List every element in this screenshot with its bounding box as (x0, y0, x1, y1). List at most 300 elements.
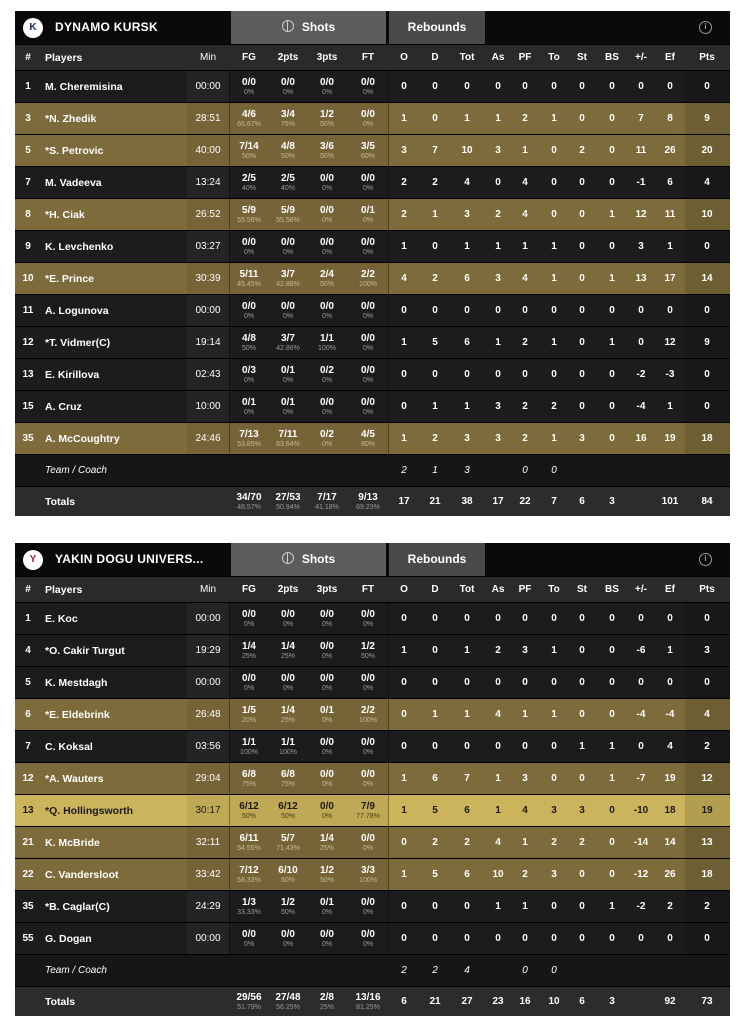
player-to: 0 (551, 209, 557, 220)
player-to: 3 (551, 869, 557, 880)
player-p2 (268, 635, 308, 666)
column-header-fg[interactable]: FG (242, 52, 256, 63)
totals-p2-made: 27/53 (275, 491, 301, 503)
player-st: 0 (579, 677, 585, 688)
column-header-p3[interactable]: 3pts (316, 52, 338, 63)
player-name[interactable]: M. Vadeeva (45, 176, 102, 189)
totals-d: 21 (429, 496, 441, 507)
player-name[interactable]: *E. Eldebrink (45, 708, 110, 721)
tab-shots[interactable] (231, 543, 386, 576)
player-name[interactable]: *A. Wauters (45, 772, 104, 785)
player-st: 3 (579, 805, 585, 816)
player-o: 1 (401, 433, 407, 444)
player-ft-pct: 0% (362, 376, 374, 384)
player-to: 1 (551, 709, 557, 720)
player-o: 2 (401, 177, 407, 188)
player-row[interactable] (15, 358, 730, 390)
column-header-p2[interactable]: 2pts (277, 584, 299, 595)
player-p3-pct: 0% (321, 184, 333, 192)
player-pm: 16 (635, 433, 647, 444)
player-tot: 0 (464, 933, 470, 944)
totals-ft (348, 987, 388, 1016)
totals-ft-pct: 81.25% (356, 1003, 380, 1011)
player-d: 1 (432, 709, 438, 720)
player-fg-pct: 0% (243, 376, 255, 384)
player-fg-pct: 50% (241, 344, 256, 352)
player-fg (228, 891, 270, 922)
player-ef: 8 (667, 113, 673, 124)
player-p2-made: 0/1 (281, 396, 295, 408)
column-header-p3[interactable]: 3pts (316, 584, 338, 595)
column-header-ef[interactable]: Ef (665, 52, 675, 63)
player-p2-made: 6/8 (281, 768, 295, 780)
player-p3 (308, 359, 346, 390)
player-name[interactable]: *S. Petrovic (45, 144, 104, 157)
player-minutes: 30:39 (195, 273, 221, 284)
player-minutes: 13:24 (195, 177, 221, 188)
player-pf: 2 (522, 869, 528, 880)
totals-st: 6 (579, 496, 585, 507)
tab-rebounds[interactable]: Rebounds (389, 543, 485, 576)
player-fg-made: 0/0 (242, 300, 256, 312)
player-to: 0 (551, 81, 557, 92)
player-row[interactable] (15, 102, 730, 134)
player-ft-pct: 0% (362, 780, 374, 788)
player-ft-made: 0/0 (361, 396, 375, 408)
column-header-pf[interactable]: PF (518, 584, 532, 595)
player-row[interactable] (15, 634, 730, 666)
player-st: 0 (579, 773, 585, 784)
totals-to: 10 (548, 996, 560, 1007)
player-minutes: 00:00 (195, 933, 221, 944)
player-row[interactable] (15, 326, 730, 358)
player-ft (348, 359, 388, 390)
player-to: 0 (551, 773, 557, 784)
player-pf: 2 (522, 433, 528, 444)
player-as: 0 (495, 677, 501, 688)
player-row[interactable] (15, 134, 730, 166)
player-fg (228, 71, 270, 102)
column-header-as[interactable]: As (491, 52, 505, 63)
player-number: 9 (25, 241, 31, 252)
player-fg-pct: 25% (241, 652, 256, 660)
player-p3 (308, 423, 346, 454)
player-o: 0 (401, 709, 407, 720)
player-p3 (308, 859, 346, 890)
player-ef: 11 (664, 209, 676, 220)
totals-fg-pct: 51.79% (237, 1003, 261, 1011)
tab-rebounds[interactable]: Rebounds (389, 11, 485, 44)
player-p2-pct: 0% (282, 312, 294, 320)
player-ft-made: 2/2 (361, 268, 375, 280)
player-ft-made: 0/0 (361, 768, 375, 780)
player-p2-made: 7/11 (278, 428, 298, 440)
player-minutes: 00:00 (195, 305, 221, 316)
player-row[interactable] (15, 230, 730, 262)
player-to: 0 (551, 901, 557, 912)
player-ft-made: 7/9 (361, 800, 375, 812)
player-ft (348, 423, 388, 454)
player-name[interactable]: K. Mestdagh (45, 676, 108, 689)
player-p2-made: 0/0 (281, 300, 295, 312)
player-row[interactable] (15, 698, 730, 730)
player-p2-pct: 40% (280, 184, 295, 192)
column-header-ef[interactable]: Ef (665, 584, 675, 595)
player-fg-made: 0/0 (242, 76, 256, 88)
totals-fg-made: 29/56 (236, 991, 262, 1003)
player-bs: 1 (609, 901, 615, 912)
player-pm: -4 (636, 401, 646, 412)
player-st: 0 (579, 401, 585, 412)
player-p2 (268, 795, 308, 826)
player-name[interactable]: A. McCoughtry (45, 432, 120, 445)
player-minutes: 00:00 (195, 677, 221, 688)
player-row[interactable] (15, 826, 730, 858)
player-pm: 11 (635, 145, 647, 156)
column-header-st[interactable]: St (577, 584, 587, 595)
column-header-pm[interactable]: +/- (635, 52, 647, 63)
player-ef: -4 (665, 709, 675, 720)
player-as: 4 (495, 837, 501, 848)
player-number: 5 (25, 145, 31, 156)
player-fg-pct: 0% (243, 620, 255, 628)
player-pf: 0 (522, 305, 528, 316)
player-o: 0 (401, 741, 407, 752)
player-fg-made: 1/1 (242, 736, 256, 748)
player-p2-made: 1/2 (281, 896, 295, 908)
player-pm: 0 (638, 933, 644, 944)
player-row[interactable] (15, 730, 730, 762)
player-row[interactable] (15, 858, 730, 890)
player-row[interactable] (15, 70, 730, 102)
player-fg-pct: 0% (243, 408, 255, 416)
player-row[interactable] (15, 666, 730, 698)
column-header-to[interactable]: To (548, 52, 560, 63)
player-fg (228, 699, 270, 730)
column-header-d[interactable]: D (431, 52, 439, 63)
player-p2-made: 0/0 (281, 608, 295, 620)
player-pts: 2 (704, 741, 710, 752)
player-ft-pct: 0% (362, 908, 374, 916)
player-d: 0 (432, 113, 438, 124)
player-row[interactable] (15, 922, 730, 954)
player-p2-made: 0/0 (281, 76, 295, 88)
player-fg-pct: 0% (243, 312, 255, 320)
totals-tot: 27 (461, 996, 473, 1007)
player-name[interactable]: *Q. Hollingsworth (45, 804, 134, 817)
player-ef: -3 (665, 369, 675, 380)
player-p3-pct: 0% (321, 748, 333, 756)
player-minutes: 24:46 (195, 433, 221, 444)
player-fg (228, 635, 270, 666)
player-fg-made: 1/5 (242, 704, 256, 716)
column-header-min[interactable]: Min (199, 584, 217, 595)
player-number: 35 (22, 901, 34, 912)
column-header-to[interactable]: To (548, 584, 560, 595)
column-header-num[interactable]: # (25, 52, 31, 63)
column-header-as[interactable]: As (491, 584, 505, 595)
player-name[interactable]: E. Koc (45, 612, 78, 625)
player-bs: 0 (609, 869, 615, 880)
totals-bs: 3 (609, 996, 615, 1007)
player-row[interactable] (15, 390, 730, 422)
player-p3-pct: 50% (319, 120, 334, 128)
player-pm: 13 (635, 273, 647, 284)
player-st: 0 (579, 81, 585, 92)
player-p3-made: 0/0 (320, 300, 334, 312)
player-p2-pct: 55.56% (276, 216, 300, 224)
player-fg (228, 603, 270, 634)
player-tot: 1 (464, 709, 470, 720)
column-header-p2[interactable]: 2pts (277, 52, 299, 63)
player-name[interactable]: C. Koksal (45, 740, 93, 753)
player-row[interactable] (15, 602, 730, 634)
player-p3 (308, 295, 346, 326)
player-pts: 0 (704, 677, 710, 688)
column-header-tot[interactable]: Tot (459, 52, 475, 63)
column-header-pf[interactable]: PF (518, 52, 532, 63)
player-ft (348, 763, 388, 794)
totals-pts: 84 (701, 496, 713, 507)
player-row[interactable] (15, 762, 730, 794)
player-fg-made: 7/12 (239, 864, 259, 876)
player-st: 0 (579, 113, 585, 124)
column-header-bs[interactable]: BS (605, 52, 619, 63)
column-header-o[interactable]: O (400, 584, 408, 595)
player-name[interactable]: K. Levchenko (45, 240, 114, 253)
player-tot: 0 (464, 369, 470, 380)
player-number: 12 (22, 337, 34, 348)
totals-d: 21 (429, 996, 441, 1007)
player-minutes: 26:48 (195, 709, 221, 720)
player-number: 3 (25, 113, 31, 124)
player-row[interactable] (15, 294, 730, 326)
team-coach-label: Team / Coach (45, 965, 107, 976)
player-p2 (268, 827, 308, 858)
player-fg (228, 763, 270, 794)
player-name[interactable]: *H. Ciak (45, 208, 85, 221)
player-number: 13 (22, 369, 34, 380)
player-ft-made: 3/5 (361, 140, 375, 152)
player-to: 2 (551, 401, 557, 412)
coach-to: 0 (551, 465, 557, 476)
player-pts: 0 (704, 305, 710, 316)
player-row[interactable] (15, 422, 730, 454)
player-name[interactable]: *O. Cakir Turgut (45, 644, 125, 657)
player-p3-pct: 0% (321, 440, 333, 448)
player-tot: 0 (464, 613, 470, 624)
player-p2-pct: 0% (282, 88, 294, 96)
player-o: 0 (401, 81, 407, 92)
player-to: 0 (551, 145, 557, 156)
player-row[interactable] (15, 794, 730, 826)
column-header-st[interactable]: St (577, 52, 587, 63)
player-name[interactable]: A. Cruz (45, 400, 82, 413)
player-name[interactable]: G. Dogan (45, 932, 92, 945)
player-o: 1 (401, 869, 407, 880)
totals-pf: 22 (519, 496, 531, 507)
player-as: 0 (495, 305, 501, 316)
player-ft (348, 795, 388, 826)
player-minutes: 30:17 (195, 805, 221, 816)
player-o: 1 (401, 241, 407, 252)
player-name[interactable]: *E. Prince (45, 272, 95, 285)
player-number: 21 (22, 837, 34, 848)
player-pf: 1 (522, 837, 528, 848)
player-fg-pct: 0% (243, 248, 255, 256)
player-ft-made: 0/0 (361, 896, 375, 908)
player-bs: 0 (609, 305, 615, 316)
column-header-tot[interactable]: Tot (459, 584, 475, 595)
player-pts: 18 (701, 869, 713, 880)
player-p2-pct: 42.86% (276, 280, 300, 288)
player-name[interactable]: *N. Zhedik (45, 112, 97, 125)
player-p2-pct: 100% (279, 748, 297, 756)
team-panel-home (15, 11, 730, 516)
player-name[interactable]: *B. Caglar(C) (45, 900, 110, 913)
player-tot: 0 (464, 677, 470, 688)
totals-ef: 101 (661, 496, 679, 507)
player-number: 1 (25, 81, 31, 92)
player-o: 0 (401, 369, 407, 380)
player-fg-pct: 100% (240, 748, 258, 756)
column-header-min[interactable]: Min (199, 52, 217, 63)
player-pm: 3 (638, 241, 644, 252)
player-name[interactable]: C. Vandersloot (45, 868, 119, 881)
player-ft-pct: 0% (362, 216, 374, 224)
player-bs: 1 (609, 773, 615, 784)
player-ft-pct: 100% (359, 716, 377, 724)
team-name: DYNAMO KURSK (55, 20, 158, 34)
player-p3 (308, 827, 346, 858)
player-pf: 0 (522, 81, 528, 92)
player-p2-made: 3/4 (281, 108, 295, 120)
player-p3 (308, 263, 346, 294)
column-header-players[interactable]: Players (45, 51, 83, 64)
player-row[interactable] (15, 890, 730, 922)
player-ef: 0 (667, 613, 673, 624)
player-pts: 0 (704, 81, 710, 92)
player-fg-made: 7/14 (239, 140, 259, 152)
player-ft-pct: 0% (362, 748, 374, 756)
totals-p3-made: 7/17 (317, 491, 337, 503)
player-row[interactable] (15, 198, 730, 230)
player-name[interactable]: *T. Vidmer(C) (45, 336, 111, 349)
player-p3-made: 1/1 (320, 332, 334, 344)
column-header-bs[interactable]: BS (605, 584, 619, 595)
column-header-ft[interactable]: FT (361, 52, 375, 63)
totals-fg (228, 487, 270, 516)
column-header-pts[interactable]: Pts (699, 52, 715, 63)
column-header-num[interactable]: # (25, 584, 31, 595)
player-tot: 1 (464, 401, 470, 412)
player-p3-made: 0/0 (320, 768, 334, 780)
player-p2-pct: 0% (282, 620, 294, 628)
player-as: 10 (492, 869, 504, 880)
player-fg (228, 923, 270, 954)
column-header-d[interactable]: D (431, 584, 439, 595)
player-p2-made: 0/0 (281, 236, 295, 248)
player-o: 0 (401, 677, 407, 688)
player-name[interactable]: K. McBride (45, 836, 100, 849)
player-fg-made: 0/0 (242, 236, 256, 248)
player-p2-pct: 0% (282, 940, 294, 948)
player-ft-pct: 100% (359, 280, 377, 288)
player-p3-made: 0/1 (320, 896, 334, 908)
player-fg (228, 359, 270, 390)
info-icon[interactable]: i (699, 553, 712, 566)
player-o: 0 (401, 901, 407, 912)
player-p3-pct: 0% (321, 940, 333, 948)
player-pm: 0 (638, 81, 644, 92)
player-fg (228, 327, 270, 358)
player-name[interactable]: E. Kirillova (45, 368, 100, 381)
player-number: 7 (25, 741, 31, 752)
player-pf: 0 (522, 741, 528, 752)
column-header-pm[interactable]: +/- (635, 584, 647, 595)
column-header-ft[interactable]: FT (361, 584, 375, 595)
player-pts: 0 (704, 241, 710, 252)
player-ft-made: 0/1 (361, 204, 375, 216)
player-pts: 14 (701, 273, 713, 284)
player-minutes: 03:56 (195, 741, 221, 752)
player-row[interactable] (15, 166, 730, 198)
player-as: 1 (495, 773, 501, 784)
player-o: 1 (401, 805, 407, 816)
player-p2-pct: 50% (280, 908, 295, 916)
player-p2-made: 5/9 (281, 204, 295, 216)
player-pm: -4 (636, 709, 646, 720)
column-header-o[interactable]: O (400, 52, 408, 63)
column-header-pts[interactable]: Pts (699, 584, 715, 595)
player-as: 2 (495, 645, 501, 656)
player-as: 3 (495, 433, 501, 444)
player-ft-made: 0/0 (361, 108, 375, 120)
player-st: 2 (579, 837, 585, 848)
player-p3 (308, 231, 346, 262)
player-number: 8 (25, 209, 31, 220)
player-ft-made: 1/2 (361, 640, 375, 652)
totals-ft (348, 487, 388, 516)
player-as: 0 (495, 177, 501, 188)
player-pm: 7 (638, 113, 644, 124)
info-icon[interactable]: i (699, 21, 712, 34)
player-p3-made: 1/4 (320, 832, 334, 844)
totals-pts: 73 (701, 996, 713, 1007)
player-st: 0 (579, 613, 585, 624)
player-name[interactable]: A. Logunova (45, 304, 109, 317)
player-row[interactable] (15, 262, 730, 294)
column-header-fg[interactable]: FG (242, 584, 256, 595)
player-bs: 0 (609, 613, 615, 624)
player-p2 (268, 391, 308, 422)
player-fg-made: 7/13 (239, 428, 259, 440)
player-tot: 7 (464, 773, 470, 784)
player-ft (348, 635, 388, 666)
player-pts: 0 (704, 933, 710, 944)
basketball-icon (282, 552, 294, 564)
column-header-players[interactable]: Players (45, 583, 83, 596)
tab-shots[interactable] (231, 11, 386, 44)
player-d: 0 (432, 901, 438, 912)
player-name[interactable]: M. Cheremisina (45, 80, 123, 93)
player-p3-made: 0/0 (320, 736, 334, 748)
totals-o: 17 (398, 496, 410, 507)
player-to: 1 (551, 645, 557, 656)
player-bs: 0 (609, 805, 615, 816)
player-o: 1 (401, 773, 407, 784)
player-p3 (308, 327, 346, 358)
